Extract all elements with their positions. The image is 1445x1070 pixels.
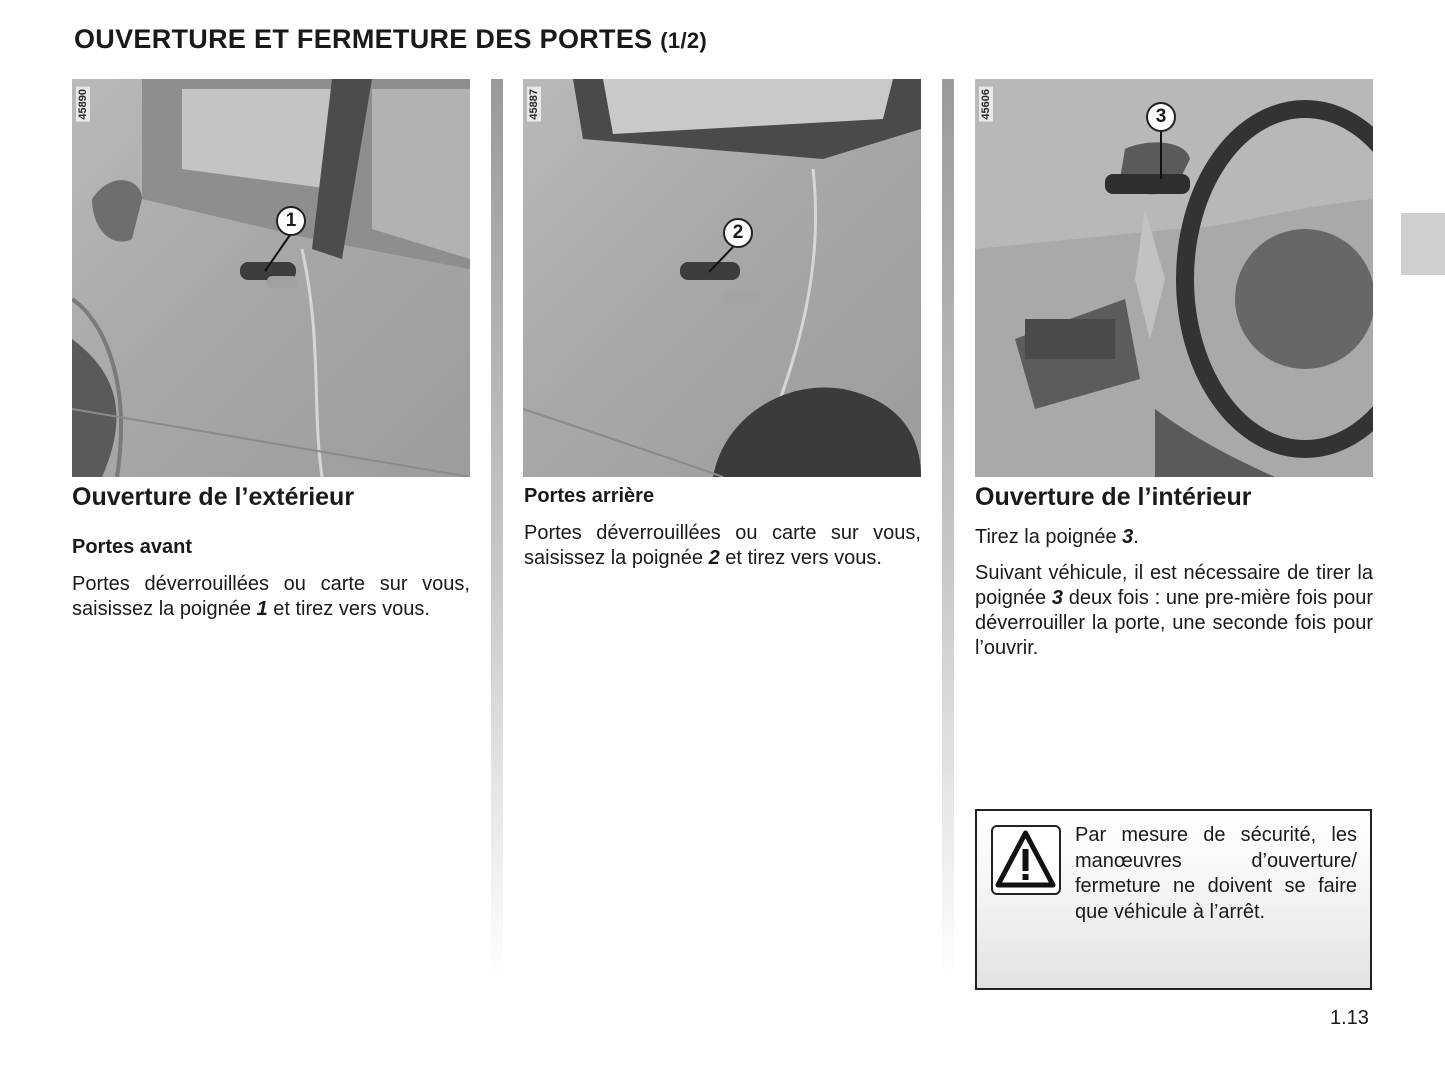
figure-code: 45887: [528, 89, 540, 120]
text: deux fois : une pre-mière fois pour déverrouiller la porte, une seconde fois pour l’ouvrir.: [975, 587, 1373, 659]
ref-number: 2: [708, 547, 720, 569]
figure-code: 45606: [980, 89, 992, 120]
warning-triangle-icon: [991, 825, 1061, 895]
callout-2: 2: [723, 218, 753, 248]
subheading-rear-doors: Portes arrière: [524, 485, 655, 507]
page-title-part: (1/2): [660, 28, 708, 53]
ref-number: 1: [256, 598, 268, 620]
figure-front-door: [72, 79, 470, 477]
page-number: 1.13: [1330, 1007, 1369, 1029]
ref-number: 3: [1122, 526, 1134, 548]
page-title: [74, 24, 707, 55]
paragraph-double-pull: [975, 561, 1373, 661]
front-door-illustration: [72, 79, 470, 477]
subheading-front-doors: Portes avant: [72, 536, 193, 558]
callout-3: 3: [1146, 102, 1176, 132]
column-divider-left: [491, 79, 503, 979]
paragraph-rear-doors: [524, 521, 921, 571]
figure-rear-door: [523, 79, 921, 477]
heading-exterior-opening: Ouverture de l’extérieur: [72, 483, 355, 511]
text: .: [1133, 526, 1139, 548]
text: et tirez vers vous.: [267, 598, 430, 620]
callout-1: 1: [276, 206, 306, 236]
figure-code: 45890: [77, 89, 89, 120]
paragraph-pull-handle: [975, 525, 1373, 550]
text: Tirez la poignée: [975, 526, 1123, 548]
chapter-tab: [1401, 213, 1445, 275]
paragraph-front-doors: [72, 572, 470, 622]
ref-number: 3: [1051, 587, 1063, 609]
figure-interior-handle: [975, 79, 1373, 477]
text: Portes déverrouillées ou carte sur vous, saisissez la poignée: [72, 573, 470, 620]
column-divider-right: [942, 79, 954, 979]
safety-warning-box: [975, 809, 1372, 990]
heading-interior-opening: Ouverture de l’intérieur: [975, 483, 1252, 511]
text: et tirez vers vous.: [719, 547, 882, 569]
text: Portes déverrouillées ou carte sur vous, saisissez la poignée: [524, 522, 921, 569]
warning-text: Par mesure de sécurité, les manœuvres d’ouverture/ fermeture ne doivent se faire que véhicule à l’arrêt.: [1075, 824, 1357, 923]
rear-door-illustration: [523, 79, 921, 477]
page-title-text: OUVERTURE ET FERMETURE DES PORTES: [74, 24, 653, 54]
interior-door-illustration: [975, 79, 1373, 477]
text: Suivant véhicule, il est nécessaire de tirer la poignée: [975, 562, 1373, 609]
